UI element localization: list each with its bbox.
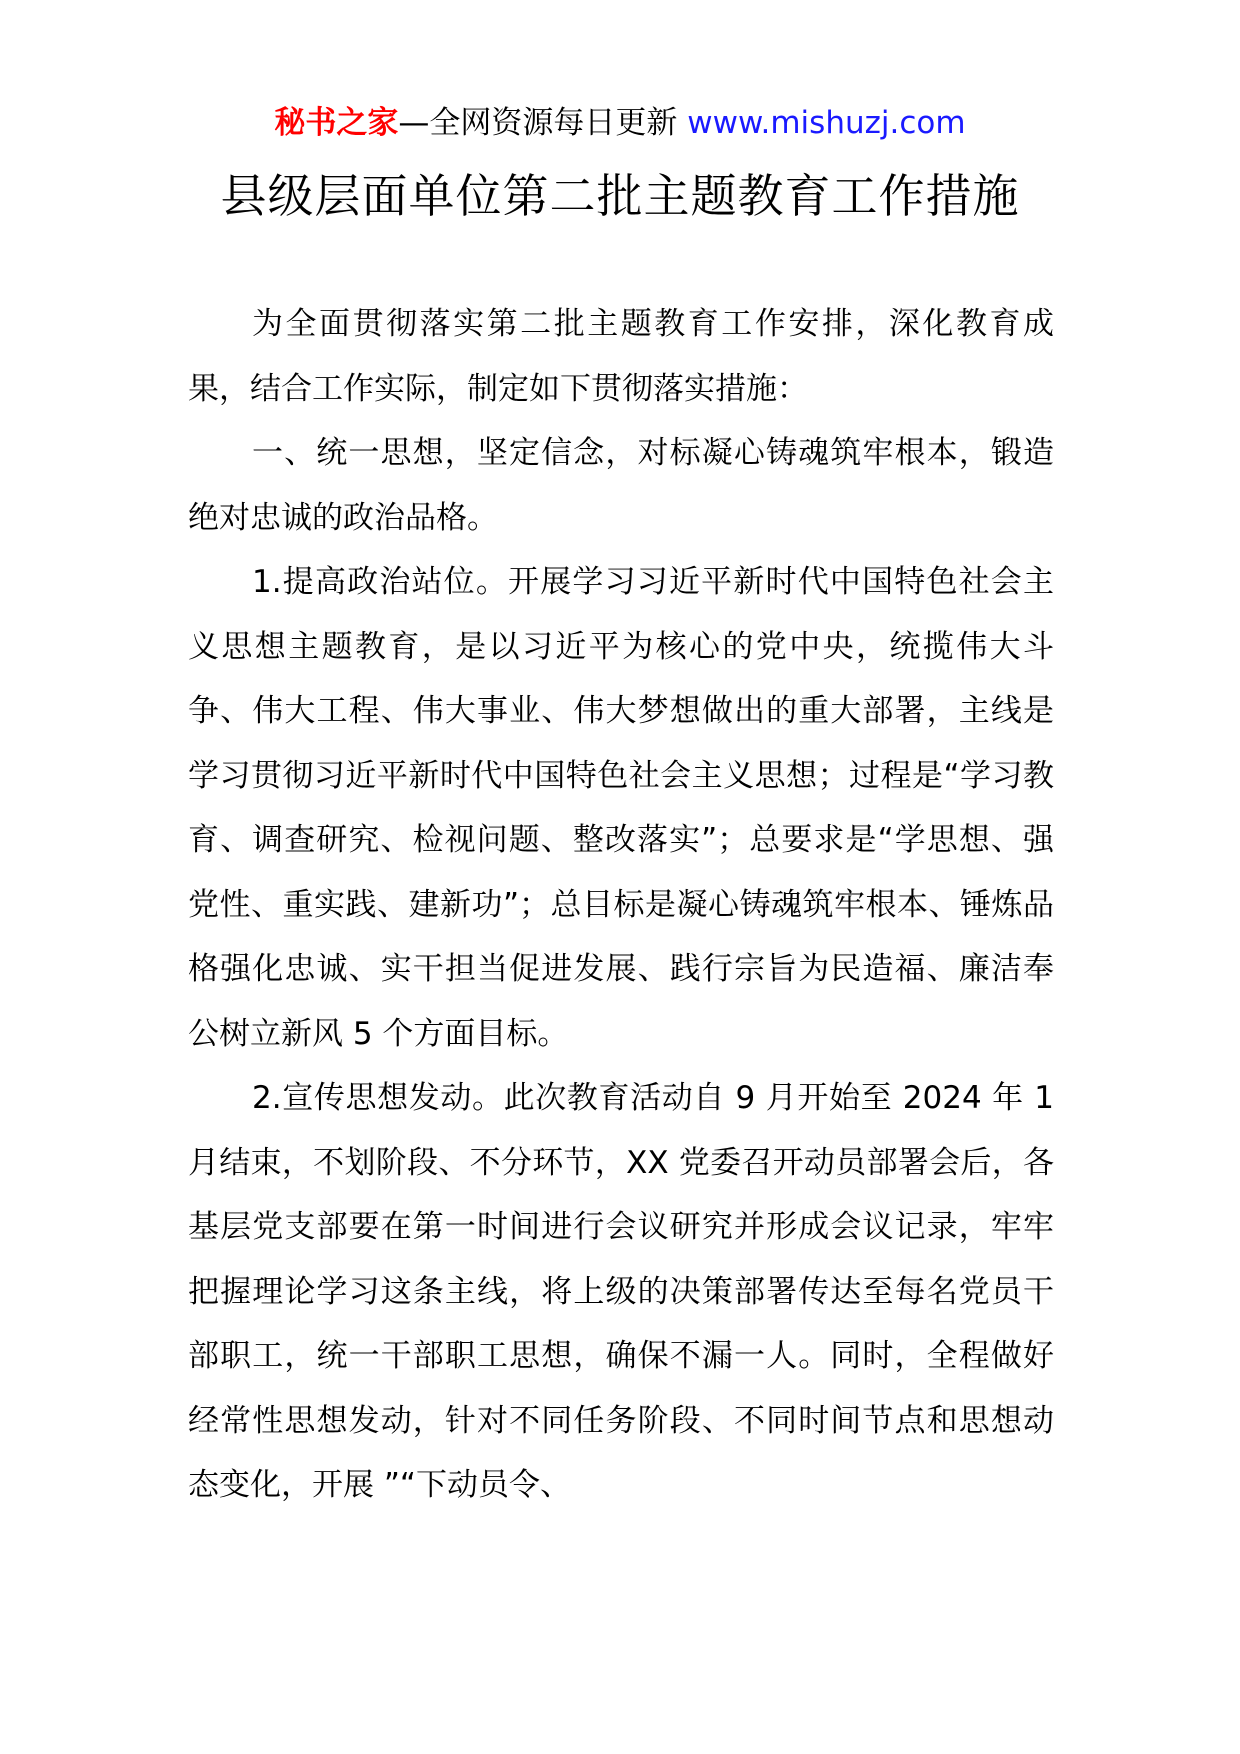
brand-name: 秘书之家 — [274, 105, 399, 141]
item-paragraph-1: 1.提高政治站位。开展学习习近平新时代中国特色社会主义思想主题教育，是以习近平为核心的党中央，统揽伟大斗争、伟大工程、伟大事业、伟大梦想做出的重大部署，主线是学习贯彻习近平新时代中国特色社会主义思想；过程是“学习教育、调查研究、检视问题、整改落实”；总要求是“学思想、强党性、重实践、建新功”；总目标是凝心铸魂筑牢根本、锤炼品格强化忠诚、实干担当促进发展、践行宗旨为民造福、廉洁奉公树立新风 5 个方面目标。 — [188, 564, 1054, 1052]
intro-paragraph: 为全面贯彻落实第二批主题教育工作安排，深化教育成果，结合工作实际，制定如下贯彻落实措施： — [188, 306, 1054, 407]
site-header — [0, 100, 1240, 146]
document-title: 县级层面单位第二批主题教育工作措施 — [220, 169, 1020, 223]
header-tagline: —全网资源每日更新 — [398, 105, 688, 141]
site-url-link[interactable]: www.mishuzj.com — [687, 105, 966, 141]
section-heading-1: 一、统一思想，坚定信念，对标凝心铸魂筑牢根本，锻造绝对忠诚的政治品格。 — [188, 435, 1054, 536]
document-body — [188, 292, 1054, 1518]
item-paragraph-2: 2.宣传思想发动。此次教育活动自 9 月开始至 2024 年 1 月结束，不划阶段、不分环节，XX 党委召开动员部署会后，各基层党支部要在第一时间进行会议研究并形成会议记录，牢牢把握理论学习这条主线，将上级的决策部署传达至每名党员干部职工，统一干部职工思想，确保不漏一人。同时，全程做好经常性思想发动，针对不同任务阶段、不同时间节点和思想动态变化，开展 ”“下动员令、 — [188, 1080, 1054, 1503]
